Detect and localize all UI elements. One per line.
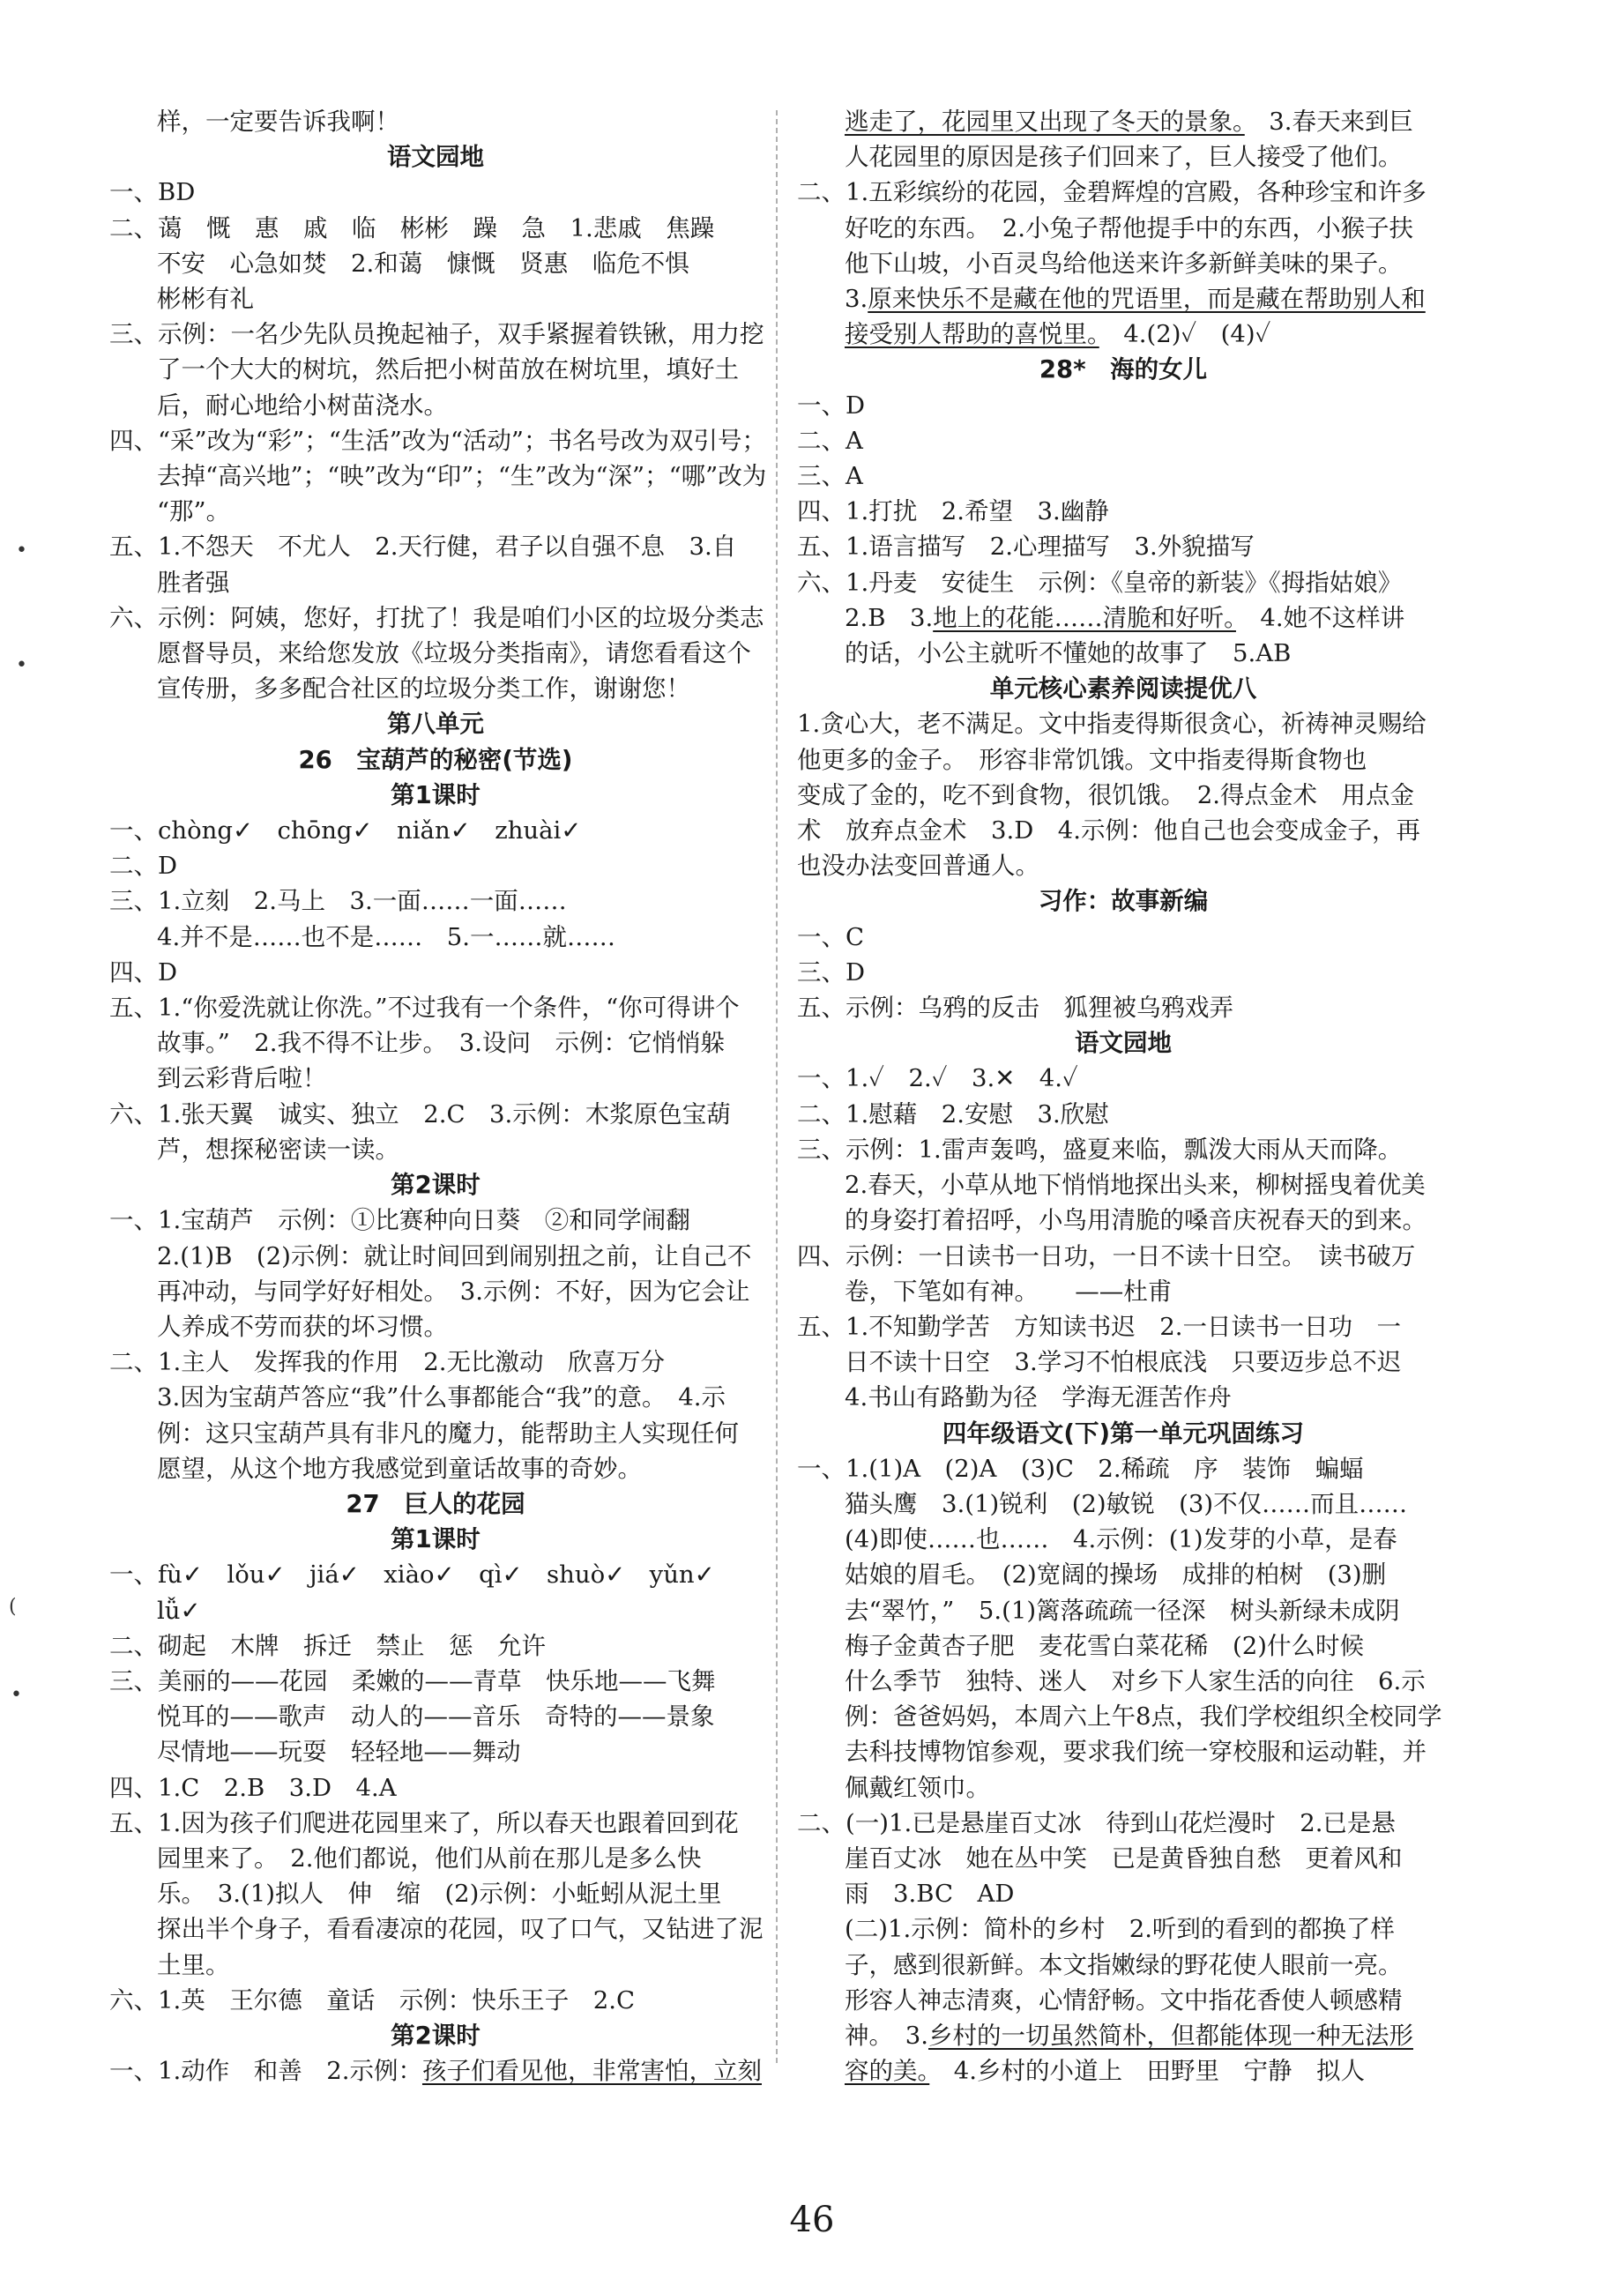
answer-text: 4.并不是……也不是…… 5.一……就…… <box>157 922 615 951</box>
answer-line <box>797 388 1449 423</box>
answer-text: 五、1.不知勤学苦 方知读书迟 2.一日读书一日功 一 <box>797 1312 1401 1341</box>
answer-text: 五、1.不怨天 不尤人 2.天行健，君子以自强不息 3.自 <box>109 533 737 562</box>
answer-text: 他更多的金子。 形容非常饥饿。文中指麦得斯食物也 <box>797 745 1367 774</box>
answer-text: 他下山坡，小百灵鸟给他送来许多新鲜美味的果子。 <box>845 249 1403 278</box>
answer-text: 人养成不劳而获的坏习惯。 <box>157 1312 448 1341</box>
answer-text: 二、砌起 木牌 拆迁 禁止 惩 允许 <box>109 1631 546 1660</box>
answer-text: 猫头鹰 3.(1)锐利 (2)敏锐 (3)不仅……而且…… <box>845 1489 1408 1518</box>
answer-line <box>797 636 1449 671</box>
answer-line <box>109 1911 762 1947</box>
answer-line <box>109 636 762 671</box>
answer-line <box>797 1557 1449 1592</box>
answer-text: 二、1.主人 发挥我的作用 2.无比激动 欣喜万分 <box>109 1348 665 1377</box>
answer-line <box>797 1097 1449 1132</box>
answer-line <box>797 990 1449 1025</box>
underlined-answer: 孩子们看见他，非常害怕，立刻 <box>421 2057 762 2086</box>
answer-line <box>797 1203 1449 1238</box>
answer-line <box>109 458 767 494</box>
answer-text: 彬彬有礼 <box>157 285 254 314</box>
answer-text: 再冲动，与同学好好相处。 3.示例：不好，因为它会让 <box>157 1277 750 1306</box>
answer-text: (二)1.示例：简朴的乡村 2.听到的看到的都换了样 <box>845 1915 1395 1944</box>
answer-line <box>797 1132 1449 1167</box>
answer-text: 去掉“高兴地”；“映”改为“印”；“生”改为“深”；“哪”改为 <box>157 462 767 491</box>
answer-text: 的话，小公主就听不懂她的故事了 5.AB <box>845 639 1292 668</box>
answer-line <box>109 1061 762 1096</box>
answer-line <box>797 175 1449 210</box>
answer-line <box>109 1664 762 1699</box>
answer-line <box>109 211 762 246</box>
answer-line <box>797 1522 1449 1557</box>
answer-text: 园里来了。 2.他们都说，他们从前在那儿是多么快 <box>157 1843 702 1873</box>
answer-line <box>797 1806 1449 1841</box>
answer-line <box>109 1025 762 1061</box>
underlined-answer: 容的美。 <box>845 2057 930 2086</box>
answer-text: 4.(2)✓ (4)✓ <box>1099 320 1271 349</box>
left-column <box>109 104 767 2089</box>
answer-text: 一、chòng✓ chōng✓ niǎn✓ zhuài✓ <box>109 816 582 845</box>
answer-line <box>109 1097 762 1132</box>
answer-text: 三、A <box>797 462 863 491</box>
answer-line <box>109 352 762 387</box>
answer-text: 佩戴红领巾。 <box>845 1773 990 1802</box>
answer-line <box>109 883 762 919</box>
underlined-answer: 原来快乐不是藏在他的咒语里，而是藏在帮助别人和 <box>868 285 1426 314</box>
answer-text: 四、D <box>109 957 178 987</box>
underlined-answer: 地上的花能……清脆和好听。 <box>933 603 1236 632</box>
answer-line <box>109 317 762 352</box>
answer-line <box>109 1380 762 1415</box>
answer-line <box>797 1699 1449 1734</box>
answer-text: 三、示例：一名少先队员挽起袖子，双手紧握着铁锹，用力挖 <box>109 320 764 349</box>
answer-line <box>797 458 1449 494</box>
answer-text: 愿望，从这个地方我感觉到童话故事的奇妙。 <box>157 1454 642 1483</box>
answer-line <box>797 1274 1449 1309</box>
answer-text: 故事。” 2.我不得不让步。 3.设问 示例：它悄悄躲 <box>157 1029 726 1058</box>
answer-text: 愿督导员，来给您发放《垃圾分类指南》，请您看看这个 <box>157 639 751 668</box>
answer-text: 五、示例：乌鸦的反击 狐狸被乌鸦戏弄 <box>797 994 1233 1023</box>
answer-text: 子，感到很新鲜。本文指嫩绿的野花使人眼前一亮。 <box>845 1950 1403 1979</box>
answer-line <box>797 1770 1449 1806</box>
answer-line <box>797 423 1449 458</box>
page-number: 46 <box>789 2200 835 2240</box>
section-heading: 语文园地 <box>387 143 484 172</box>
answer-text: 4.乡村的小道上 田野里 宁静 拟人 <box>929 2057 1365 2086</box>
answer-line <box>109 1451 762 1486</box>
answer-text: 三、D <box>797 957 866 987</box>
answer-line <box>797 565 1449 600</box>
answer-text: 4.书山有路勤为径 学海无涯苦作舟 <box>845 1383 1232 1412</box>
answer-line <box>797 1239 1449 1274</box>
answer-text: 二、1.五彩缤纷的花园，金碧辉煌的宫殿，各种珍宝和许多 <box>797 178 1427 207</box>
answer-text: 2.春天，小草从地下悄悄地探出头来，柳树摇曳着优美 <box>845 1171 1426 1200</box>
answer-text: 例：爸爸妈妈，本周六上午8点，我们学校组织全校同学 <box>845 1702 1442 1732</box>
answer-text: 尽情地——玩耍 轻轻地——舞动 <box>157 1738 521 1767</box>
answer-line <box>109 1593 762 1628</box>
answer-line <box>109 1841 762 1876</box>
answer-text: 什么季节 独特、迷人 对乡下人家生活的向往 6.示 <box>845 1666 1426 1695</box>
answer-text: “那”。 <box>157 497 231 526</box>
answer-line <box>109 848 762 883</box>
answer-line <box>109 671 762 706</box>
section-heading: 单元核心素养阅读提优八 <box>989 674 1257 704</box>
answer-text: 五、1.因为孩子们爬进花园里来了，所以春天也跟着回到花 <box>109 1808 739 1837</box>
answer-text: 了一个大大的树坑，然后把小树苗放在树坑里，填好土 <box>157 355 739 384</box>
answer-line <box>797 1948 1449 1983</box>
answer-text: 土里。 <box>157 1950 230 1979</box>
answer-line <box>109 813 762 848</box>
answer-line <box>797 1344 1449 1380</box>
answer-line <box>797 813 1449 848</box>
answer-text: 术 放弃点金术 3.D 4.示例：他自己也会变成金子，再 <box>797 816 1421 845</box>
answer-text: 一、1.✓ 2.✓ 3.✕ 4.✓ <box>797 1064 1078 1093</box>
answer-line <box>109 1734 762 1769</box>
section-heading: 四年级语文(下)第一单元巩固练习 <box>942 1419 1305 1448</box>
answer-text: 一、1.(1)A (2)A (3)C 2.稀疏 序 装饰 蝙蝠 <box>797 1454 1364 1483</box>
answer-line <box>109 281 762 317</box>
answer-line <box>109 1344 762 1380</box>
answer-text: 宣传册，多多配合社区的垃圾分类工作，谢谢您！ <box>157 674 690 704</box>
answer-text: 不安 心急如焚 2.和蔼 慷慨 贤惠 临危不惧 <box>157 249 689 278</box>
answer-text: 胜者强 <box>157 568 230 597</box>
answer-text: lǚ✓ <box>157 1596 201 1625</box>
answer-line <box>797 211 1449 246</box>
answer-text: 六、示例：阿姨，您好，打扰了！我是咱们小区的垃圾分类志 <box>109 603 764 632</box>
answer-text: 四、示例：一日读书一日功，一日不读十日空。 读书破万 <box>797 1241 1416 1270</box>
answer-text: 四、1.打扰 2.希望 3.幽静 <box>797 497 1109 526</box>
answer-text: 人花园里的原因是孩子们回来了，巨人接受了他们。 <box>845 143 1403 172</box>
answer-line <box>109 1983 762 2018</box>
underlined-answer: 接受别人帮助的喜悦里。 <box>845 320 1099 349</box>
answer-line <box>797 1309 1449 1344</box>
answer-line <box>109 1309 762 1344</box>
answer-text: 三、1.立刻 2.马上 3.一面……一面…… <box>109 887 567 916</box>
section-heading: 第1课时 <box>391 1525 480 1554</box>
answer-line <box>797 281 1449 317</box>
answer-line <box>797 1486 1449 1522</box>
answer-line <box>109 388 762 423</box>
answer-line <box>109 1806 762 1841</box>
answer-text: 二、1.慰藉 2.安慰 3.欣慰 <box>797 1099 1109 1128</box>
answer-text: 乐。 3.(1)拟人 伸 缩 (2)示例：小蚯蚓从泥土里 <box>157 1880 722 1909</box>
answer-line <box>109 1770 762 1806</box>
answer-line <box>797 706 1449 741</box>
answer-line <box>109 1203 762 1238</box>
answer-text: 一、D <box>797 391 866 420</box>
answer-line <box>797 529 1449 564</box>
answer-line <box>797 1911 1449 1947</box>
answer-text: 二、A <box>797 426 863 455</box>
answer-line <box>797 1876 1449 1911</box>
answer-text: 好吃的东西。 2.小兔子帮他提手中的东西，小猴子扶 <box>845 213 1413 242</box>
underlined-answer: 乡村的一切虽然简朴，但都能体现一种无法形 <box>928 2021 1413 2050</box>
section-heading: 第八单元 <box>387 710 484 739</box>
answer-text: 一、BD <box>109 178 196 207</box>
answer-text: 后，耐心地给小树苗浇水。 <box>157 391 448 420</box>
section-heading: 语文园地 <box>1075 1029 1172 1058</box>
answer-line <box>797 2053 1449 2089</box>
section-heading: 28* 海的女儿 <box>1039 355 1208 384</box>
answer-text: 五、1.“你爱洗就让你洗。”不过我有一个条件，“你可得讲个 <box>109 994 740 1023</box>
margin-mark: ( <box>9 1596 17 1618</box>
answer-text: 探出半个身子，看看凄凉的花园，叹了口气，又钻进了泥 <box>157 1915 764 1944</box>
answer-line <box>797 246 1449 281</box>
answer-line <box>797 1664 1449 1699</box>
answer-line <box>109 1416 762 1451</box>
answer-text: 去科技博物馆参观，要求我们统一穿校服和运动鞋，并 <box>845 1738 1427 1767</box>
answer-line <box>797 1061 1449 1096</box>
answer-line <box>109 565 762 600</box>
answer-line <box>109 529 762 564</box>
section-heading: 第2课时 <box>391 2021 480 2050</box>
answer-line <box>797 742 1449 778</box>
answer-line <box>797 1841 1449 1876</box>
answer-line <box>797 1451 1449 1486</box>
answer-text: 一、C <box>797 922 865 951</box>
answer-text: 1.贪心大，老不满足。文中指麦得斯很贪心，祈祷神灵赐给 <box>797 710 1427 739</box>
answer-line <box>797 955 1449 990</box>
answer-line <box>109 104 762 139</box>
answer-line <box>797 1983 1449 2018</box>
answer-line <box>797 139 1449 175</box>
answer-line <box>109 1948 762 1983</box>
answer-text: 2.B 3. <box>845 603 934 632</box>
answer-line <box>109 1628 762 1664</box>
answer-text: 4.她不这样讲 <box>1235 603 1405 632</box>
underlined-answer: 逃走了，花园里又出现了冬天的景象。 <box>845 108 1245 136</box>
answer-text: 二、(一)1.已是悬崖百丈冰 待到山花烂漫时 2.已是悬 <box>797 1808 1396 1837</box>
answer-text: 神。 3. <box>845 2021 928 2050</box>
answer-text: 3.春天来到巨 <box>1244 108 1413 136</box>
answer-line <box>797 600 1449 636</box>
answer-text: 四、“采”改为“彩”；“生活”改为“活动”；书名号改为双引号； <box>109 426 766 455</box>
answer-line <box>109 1239 762 1274</box>
section-heading: 27 巨人的花园 <box>346 1489 525 1518</box>
answer-text: 雨 3.BC AD <box>845 1880 1015 1909</box>
section-heading: 习作：故事新编 <box>1038 887 1209 916</box>
answer-text: 六、1.张天翼 诚实、独立 2.C 3.示例：木浆原色宝葫 <box>109 1099 731 1128</box>
answer-line <box>797 1628 1449 1664</box>
answer-text: 梅子金黄杏子肥 麦花雪白菜花稀 (2)什么时候 <box>845 1631 1364 1660</box>
answer-line <box>797 920 1449 955</box>
margin-mark: • <box>16 654 27 676</box>
answer-text: 一、1.宝葫芦 示例：①比赛种向日葵 ②和同学闹翻 <box>109 1206 690 1235</box>
section-heading: 26 宝葫芦的秘密(节选) <box>298 745 573 774</box>
answer-text: 悦耳的——歌声 动人的——音乐 奇特的——景象 <box>157 1702 715 1732</box>
answer-line <box>797 1380 1449 1415</box>
answer-text: 二、D <box>109 852 178 881</box>
answer-text: 变成了金的，吃不到食物，很饥饿。 2.得点金术 用点金 <box>797 780 1414 809</box>
section-heading: 第1课时 <box>391 780 480 809</box>
answer-text: 3. <box>845 285 868 314</box>
answer-line <box>109 990 762 1025</box>
answer-text: 六、1.丹麦 安徒生 示例：《皇帝的新装》《拇指姑娘》 <box>797 568 1403 597</box>
right-column <box>797 104 1449 2089</box>
answer-text: 也没办法变回普通人。 <box>797 852 1039 881</box>
answer-line <box>109 1557 762 1592</box>
margin-mark: • <box>11 1684 22 1706</box>
answer-line <box>109 1876 762 1911</box>
answer-text: 四、1.C 2.B 3.D 4.A <box>109 1773 397 1802</box>
answer-text: 芦，想探秘密读一读。 <box>157 1135 399 1164</box>
answer-text: 三、示例：1.雷声轰鸣，盛夏来临，瓢泼大雨从天而降。 <box>797 1135 1403 1164</box>
column-divider <box>776 110 778 2063</box>
answer-text: 到云彩背后啦！ <box>157 1064 327 1093</box>
answer-text: 形容人神志清爽，心情舒畅。文中指花香使人顿感精 <box>845 1985 1403 2015</box>
answer-line <box>109 246 762 281</box>
answer-text: 崖百丈冰 她在丛中笑 已是黄昏独自愁 更着风和 <box>845 1843 1403 1873</box>
answer-line <box>109 423 766 458</box>
answer-line <box>109 600 762 636</box>
answer-line <box>797 1734 1449 1769</box>
answer-text: 姑娘的眉毛。 (2)宽阔的操场 成排的柏树 (3)删 <box>845 1560 1387 1590</box>
answer-line <box>797 2018 1449 2053</box>
answer-text: 样，一定要告诉我啊！ <box>157 108 399 136</box>
margin-mark: • <box>16 540 27 562</box>
answer-text: 3.因为宝葫芦答应“我”什么事都能合“我”的意。 4.示 <box>157 1383 726 1412</box>
answer-text: 三、美丽的——花园 柔嫩的——青草 快乐地——飞舞 <box>109 1666 716 1695</box>
answer-text: 一、fù✓ lǒu✓ jiá✓ xiào✓ qì✓ shuò✓ yǔn✓ <box>109 1560 715 1590</box>
section-heading: 第2课时 <box>391 1171 480 1200</box>
answer-line <box>797 104 1449 139</box>
answer-text: 五、1.语言描写 2.心理描写 3.外貌描写 <box>797 533 1255 562</box>
answer-line <box>797 1167 1449 1203</box>
answer-line <box>109 920 762 955</box>
answer-text: 一、1.动作 和善 2.示例： <box>109 2057 422 2086</box>
answer-text: 日不读十日空 3.学习不怕根底浅 只要迈步总不迟 <box>845 1348 1402 1377</box>
answer-line <box>797 494 1449 529</box>
answer-text: (4)即使……也…… 4.示例：(1)发芽的小草，是春 <box>845 1525 1397 1554</box>
answer-line <box>109 175 762 210</box>
answer-text: 的身姿打着招呼，小鸟用清脆的嗓音庆祝春天的到来。 <box>845 1206 1427 1235</box>
answer-line <box>797 1593 1449 1628</box>
answer-line <box>109 955 762 990</box>
answer-line <box>109 1132 762 1167</box>
answer-line <box>109 494 762 529</box>
answer-text: 二、蔼 慨 惠 戚 临 彬彬 躁 急 1.悲戚 焦躁 <box>109 213 715 242</box>
answer-line <box>797 317 1449 352</box>
answer-line <box>109 1274 762 1309</box>
answer-text: 2.(1)B (2)示例：就让时间回到闹别扭之前，让自己不 <box>157 1241 752 1270</box>
answer-text: 例：这只宝葫芦具有非凡的魔力，能帮助主人实现任何 <box>157 1419 739 1448</box>
answer-line <box>109 1699 762 1734</box>
answer-text: 六、1.英 王尔德 童话 示例：快乐王子 2.C <box>109 1985 636 2015</box>
answer-text: 卷，下笔如有神。 ——杜甫 <box>845 1277 1173 1306</box>
answer-text: 去“翠竹，” 5.(1)篱落疏疏一径深 树头新绿未成阴 <box>845 1596 1400 1625</box>
answer-line <box>109 2053 762 2089</box>
answer-line <box>797 778 1449 813</box>
answer-line <box>797 848 1449 883</box>
